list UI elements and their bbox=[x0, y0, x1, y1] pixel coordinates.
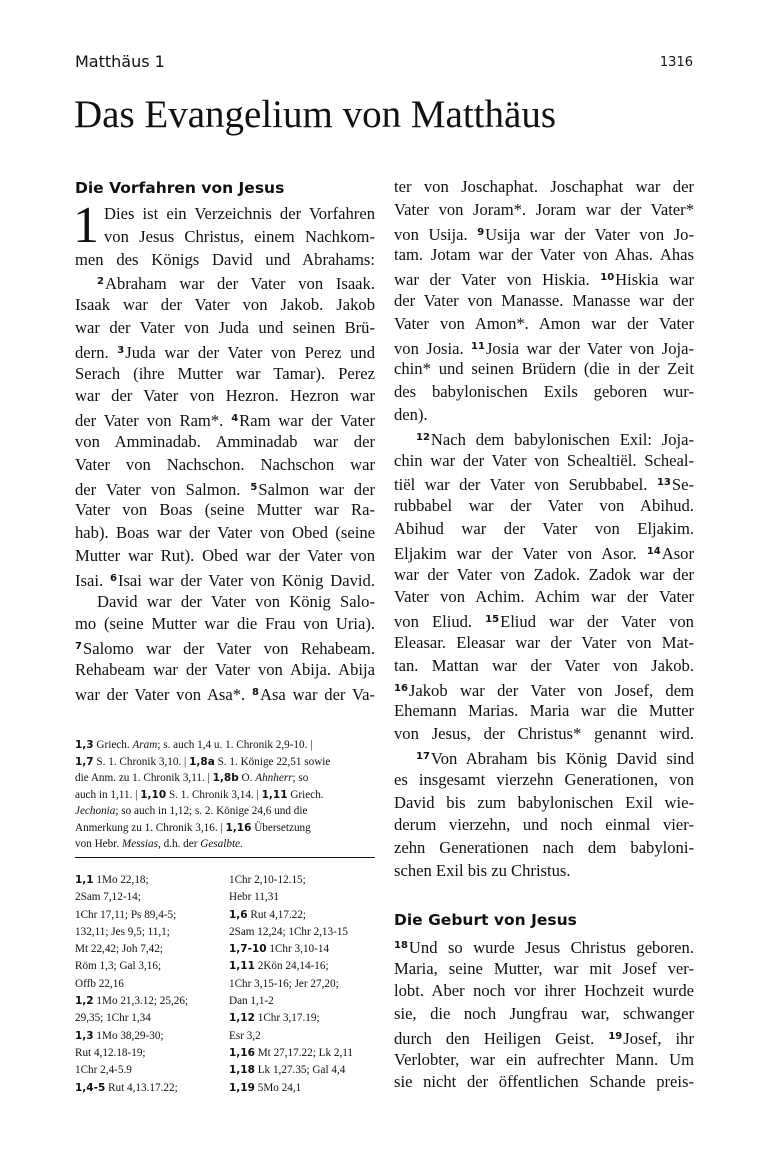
text-line: $^{17}$Von Abraham bis König David sind bbox=[416, 748, 694, 768]
text-line: der Vater von Salmon. $^5$Salmon war der bbox=[75, 479, 375, 499]
text-line: $^7$Salomo war der Vater von Rehabeam. bbox=[75, 639, 375, 659]
cross-reference: 1,2 1Mo 21,3.12; 25,26; bbox=[75, 995, 189, 1008]
text-line: Serach (ihre Mutter war Tamar). Perez bbox=[75, 363, 375, 383]
text-line: von Usija. $^9$Usija war der Vater von Jo- bbox=[394, 224, 694, 244]
cross-references-left bbox=[75, 872, 225, 1097]
footnote-line: Anmerkung zu 1. Chronik 3,16. | 1,16 Übersetzung bbox=[75, 821, 311, 834]
text-line: Vater von Nachschon. Nachschon war bbox=[75, 454, 375, 474]
text-line: der Vater von Manasse. Manasse war der bbox=[394, 290, 694, 310]
footnotes bbox=[75, 737, 375, 853]
cross-reference: Hebr 11,31 bbox=[229, 891, 279, 904]
text-line: war der Vater von Juda und seinen Brü- bbox=[75, 317, 375, 337]
text-line: war der Vater von Hezron. Hezron war bbox=[75, 386, 375, 406]
book-title: Das Evangelium von Matthäus bbox=[74, 93, 556, 136]
text-line: men des Königs David und Abrahams: bbox=[75, 249, 375, 269]
text-line: Vater von Achim. Achim war der Vater bbox=[394, 587, 694, 607]
text-line: von Josia. $^{11}$Josia war der Vater von Joja- bbox=[394, 338, 694, 358]
verse-number: 19 bbox=[608, 1030, 623, 1042]
cross-reference: 1Chr 2,4-5.9 bbox=[75, 1064, 132, 1077]
verse-number: 11 bbox=[471, 340, 485, 352]
chapter-number: 1 bbox=[73, 197, 99, 254]
cross-reference: 1,16 Mt 27,17.22; Lk 2,11 bbox=[229, 1046, 354, 1059]
text-line: Dies ist ein Verzeichnis der Vorfahren bbox=[104, 204, 375, 223]
page-number: 1316 bbox=[659, 55, 693, 70]
text-line: war der Vater von Zadok. Zadok war der bbox=[394, 564, 694, 584]
text-line: Isai. $^6$Isai war der Vater von König David. bbox=[75, 570, 375, 590]
text-line: Ehemann Marias. Maria war die Mutter bbox=[394, 701, 694, 721]
text-line: Rehabeam war der Vater von Abija. Abija bbox=[75, 659, 375, 679]
verse-number: 18 bbox=[394, 939, 408, 951]
text-line: von Jesus Christus, einem Nachkom- bbox=[104, 226, 375, 246]
text-line: von Eliud. $^{15}$Eliud war der Vater von bbox=[394, 612, 694, 632]
footnote-divider bbox=[75, 857, 375, 858]
verse-number: 13 bbox=[656, 477, 671, 489]
text-line: Maria, seine Mutter, war mit Josef ver- bbox=[394, 958, 694, 978]
text-line: chin* und seinen Brüdern (die in der Zeit bbox=[394, 359, 694, 379]
text-line: $^{16}$Jakob war der Vater von Josef, dem bbox=[394, 680, 694, 700]
text-line: lobt. Aber noch vor ihrer Hochzeit wurde bbox=[394, 981, 694, 1001]
text-line: sie nicht der öffentlichen Schande preis- bbox=[394, 1072, 694, 1092]
text-line: von Jesus, der Christus* genannt wird. bbox=[394, 724, 694, 744]
text-line: $^2$Abraham war der Vater von Isaak. bbox=[97, 274, 375, 294]
text-line: Vater von Boas (seine Mutter war Ra- bbox=[75, 500, 375, 520]
verse-number: 16 bbox=[394, 682, 408, 694]
cross-reference: 1,11 2Kön 24,14-16; bbox=[229, 960, 329, 973]
section-heading: Die Vorfahren von Jesus bbox=[75, 179, 285, 197]
cross-reference: 2Sam 7,12-14; bbox=[75, 891, 141, 904]
text-line: schen Exil bis zu Christus. bbox=[394, 860, 571, 880]
cross-reference: 1,3 1Mo 38,29-30; bbox=[75, 1029, 164, 1042]
verse-number: 15 bbox=[485, 614, 500, 626]
text-line: David bis zum babylonischen Exil wie- bbox=[394, 792, 694, 812]
text-line: sie, die noch Jungfrau war, schwanger bbox=[394, 1004, 694, 1024]
text-line: des babylonischen Exils geboren wur- bbox=[394, 382, 694, 402]
text-line: zehn Generationen nach dem babyloni- bbox=[394, 838, 694, 858]
left-text-column bbox=[75, 176, 375, 705]
cross-references-right bbox=[229, 872, 379, 1097]
footnote-line: die Anm. zu 1. Chronik 3,11. | 1,8b O. Ahnherr; so bbox=[75, 772, 309, 784]
text-line: von Amminadab. Amminadab war der bbox=[75, 431, 375, 451]
text-line: durch den Heiligen Geist. $^{19}$Josef, ihr bbox=[394, 1028, 694, 1048]
text-line: chin war der Vater von Schealtiël. Scheal- bbox=[394, 450, 694, 470]
text-line: ter von Joschaphat. Joschaphat war der bbox=[394, 177, 694, 196]
footnote-line: 1,3 Griech. Aram; s. auch 1,4 u. 1. Chronik 2,9-10. | bbox=[75, 739, 313, 751]
text-line: der Vater von Ram*. $^4$Ram war der Vater bbox=[75, 411, 375, 431]
text-line: tiël war der Vater von Serubbabel. $^{13}$Se- bbox=[394, 475, 694, 495]
text-line: Vater von Amon*. Amon war der Vater bbox=[394, 313, 694, 333]
section-heading: Die Geburt von Jesus bbox=[394, 910, 577, 929]
text-line: rubbabel war der Vater von Abihud. bbox=[394, 496, 694, 516]
cross-reference: Rut 4,12.18-19; bbox=[75, 1046, 146, 1059]
cross-reference: Röm 1,3; Gal 3,16; bbox=[75, 960, 162, 973]
verse-number: 9 bbox=[477, 226, 485, 238]
text-line: war der Vater von Asa*. $^8$Asa war der Va- bbox=[75, 684, 375, 704]
text-line: war der Vater von Hiskia. $^{10}$Hiskia war bbox=[394, 270, 694, 290]
text-line: tan. Mattan war der Vater von Jakob. bbox=[394, 655, 694, 675]
cross-reference: 1,7-10 1Chr 3,10-14 bbox=[229, 943, 330, 956]
cross-reference: 132,11; Jes 9,5; 11,1; bbox=[75, 925, 170, 938]
text-line: Mutter war Rut). Obed war der Vater von bbox=[75, 545, 375, 565]
verse-number: 3 bbox=[117, 344, 125, 356]
text-line: $^{12}$Nach dem babylonischen Exil: Joja- bbox=[416, 429, 694, 449]
cross-reference: 1Chr 3,15-16; Jer 27,20; bbox=[229, 977, 339, 990]
cross-reference: 2Sam 12,24; 1Chr 2,13-15 bbox=[229, 925, 349, 938]
verse-number: 7 bbox=[75, 641, 82, 653]
text-line: Abihud war der Vater von Eljakim. bbox=[394, 518, 694, 538]
cross-reference: 29,35; 1Chr 1,34 bbox=[75, 1012, 151, 1025]
text-line: Isaak war der Vater von Jakob. Jakob bbox=[75, 295, 375, 315]
cross-reference: 1,6 Rut 4,17.22; bbox=[229, 908, 307, 921]
running-head: Matthäus 1 bbox=[75, 52, 165, 71]
verse-number: 8 bbox=[252, 686, 259, 698]
verse-number: 17 bbox=[416, 750, 430, 762]
text-line: Verlobter, war ein aufrechter Mann. Um bbox=[394, 1049, 694, 1069]
text-line: den). bbox=[394, 404, 428, 424]
verse-number: 5 bbox=[250, 481, 258, 493]
text-line: derum vierzehn, und noch einmal vier- bbox=[394, 815, 694, 835]
verse-number: 12 bbox=[416, 431, 430, 443]
text-line: mo (seine Mutter war die Frau von Uria). bbox=[75, 614, 375, 634]
cross-reference: 1Chr 2,10-12.15; bbox=[229, 874, 306, 886]
text-line: Eljakim war der Vater von Asor. $^{14}$Asor bbox=[394, 543, 694, 563]
verse-number: 2 bbox=[97, 276, 104, 288]
text-line: es insgesamt vierzehn Generationen, von bbox=[394, 769, 694, 789]
text-line: Vater von Joram*. Joram war der Vater* bbox=[394, 199, 694, 219]
text-line: Eleasar. Eleasar war der Vater von Mat- bbox=[394, 632, 694, 652]
verse-number: 4 bbox=[231, 413, 239, 425]
footnote-line: auch in 1,11. | 1,10 S. 1. Chronik 3,14. | 1,11 Griech. bbox=[75, 788, 324, 801]
cross-reference: 1,4-5 Rut 4,13.17.22; bbox=[75, 1081, 178, 1094]
text-line: dern. $^3$Juda war der Vater von Perez und bbox=[75, 342, 375, 362]
text-line: hab). Boas war der Vater von Obed (seine bbox=[75, 523, 375, 543]
verse-number: 10 bbox=[600, 272, 615, 284]
cross-reference: Dan 1,1-2 bbox=[229, 995, 274, 1008]
footnote-line: 1,7 S. 1. Chronik 3,10. | 1,8a S. 1. Könige 22,51 sowie bbox=[75, 755, 331, 768]
text-line: tam. Jotam war der Vater von Ahas. Ahas bbox=[394, 245, 694, 265]
right-text-column bbox=[394, 176, 694, 1094]
footnote-line: Jechonia; so auch in 1,12; s. 2. Könige 24,6 und die bbox=[75, 805, 308, 817]
cross-reference: Offb 22,16 bbox=[75, 977, 124, 990]
verse-number: 14 bbox=[646, 545, 661, 557]
text-line: David war der Vater von König Salo- bbox=[97, 591, 375, 611]
cross-reference: 1Chr 17,11; Ps 89,4-5; bbox=[75, 908, 177, 921]
cross-reference: Mt 22,42; Joh 7,42; bbox=[75, 943, 163, 956]
text-line: $^{18}$Und so wurde Jesus Christus geboren. bbox=[394, 937, 694, 957]
cross-reference: 1,19 5Mo 24,1 bbox=[229, 1081, 302, 1094]
chapter-opening bbox=[73, 197, 375, 254]
footnote-line: von Hebr. Messias, d.h. der Gesalbte. bbox=[75, 838, 243, 850]
cross-reference: 1,1 1Mo 22,18; bbox=[75, 874, 149, 886]
cross-reference: 1,12 1Chr 3,17.19; bbox=[229, 1012, 320, 1025]
cross-reference: Esr 3,2 bbox=[229, 1029, 261, 1042]
cross-reference: 1,18 Lk 1,27.35; Gal 4,4 bbox=[229, 1064, 346, 1077]
verse-number: 6 bbox=[109, 572, 117, 584]
